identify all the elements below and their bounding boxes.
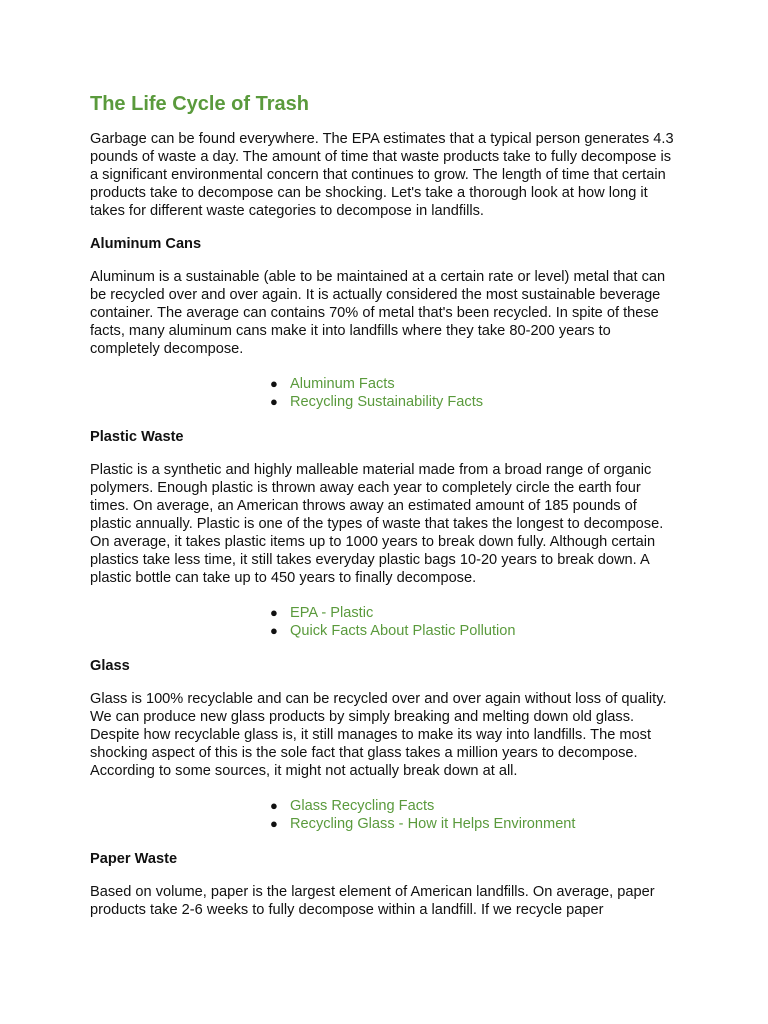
section-glass — [90, 657, 682, 833]
bullet-icon: ● — [270, 394, 278, 409]
section-heading: Aluminum Cans — [90, 236, 202, 252]
bullet-icon: ● — [270, 605, 278, 620]
section-body: Glass is 100% recyclable and can be recycled over and over again without loss of quality. We can produce new glass products by simply breaking and melting down old glass. Despite how recyclable glass is, it still manages to make its way into landfills. The most shocking aspect of this is the sole fact that glass takes a million years to decompose. According to some sources, it might not actually break down at all. — [90, 691, 667, 779]
link-plastic-pollution-facts[interactable]: Quick Facts About Plastic Pollution — [290, 623, 516, 639]
bullet-icon: ● — [270, 376, 278, 391]
list-item — [270, 375, 682, 393]
section-plastic-waste — [90, 428, 682, 640]
link-list — [90, 375, 682, 411]
link-aluminum-facts[interactable]: Aluminum Facts — [290, 376, 395, 392]
list-item — [270, 622, 682, 640]
section-heading: Plastic Waste — [90, 429, 184, 445]
list-item — [270, 797, 682, 815]
link-glass-recycling-facts[interactable]: Glass Recycling Facts — [290, 798, 435, 814]
link-list — [90, 797, 682, 833]
bullet-icon: ● — [270, 623, 278, 638]
document-page — [90, 91, 682, 919]
link-recycling-sustainability-facts[interactable]: Recycling Sustainability Facts — [290, 394, 484, 410]
link-epa-plastic[interactable]: EPA - Plastic — [290, 605, 374, 621]
page-title: The Life Cycle of Trash — [90, 93, 309, 115]
link-recycling-glass[interactable]: Recycling Glass - How it Helps Environment — [290, 816, 576, 832]
bullet-icon: ● — [270, 816, 278, 831]
section-paper-waste — [90, 850, 682, 919]
link-list — [90, 604, 682, 640]
list-item — [270, 393, 682, 411]
list-item — [270, 815, 682, 833]
bullet-icon: ● — [270, 798, 278, 813]
intro-paragraph: Garbage can be found everywhere. The EPA estimates that a typical person generates 4.3 pounds of waste a day. The amount of time that waste products take to fully decompose is a significant environmental concern that continues to grow. The length of time that certain products take to decompose can be shocking. Let's take a thorough look at how long it takes for different waste categories to decompose in landfills. — [90, 131, 674, 219]
section-body: Plastic is a synthetic and highly malleable material made from a broad range of organic polymers. Enough plastic is thrown away each year to completely circle the earth four times. On average, an American throws away an estimated amount of 185 pounds of plastic annually. Plastic is one of the types of waste that takes the longest to decompose. On average, it takes plastic items up to 1000 years to break down fully. Although certain plastics take less time, it still takes everyday plastic bags 10-20 years to break down. A plastic bottle can take up to 450 years to finally decompose. — [90, 462, 664, 586]
section-heading: Glass — [90, 658, 130, 674]
section-aluminum-cans — [90, 235, 682, 411]
section-body: Aluminum is a sustainable (able to be maintained at a certain rate or level) metal that can be recycled over and over again. It is actually considered the most sustainable beverage container. The average can contains 70% of metal that's been recycled. In spite of these facts, many aluminum cans make it into landfills where they take 80-200 years to completely decompose. — [90, 269, 666, 357]
list-item — [270, 604, 682, 622]
section-heading: Paper Waste — [90, 851, 178, 867]
section-body: Based on volume, paper is the largest element of American landfills. On average, paper products take 2-6 weeks to fully decompose within a landfill. If we recycle paper — [90, 884, 655, 918]
